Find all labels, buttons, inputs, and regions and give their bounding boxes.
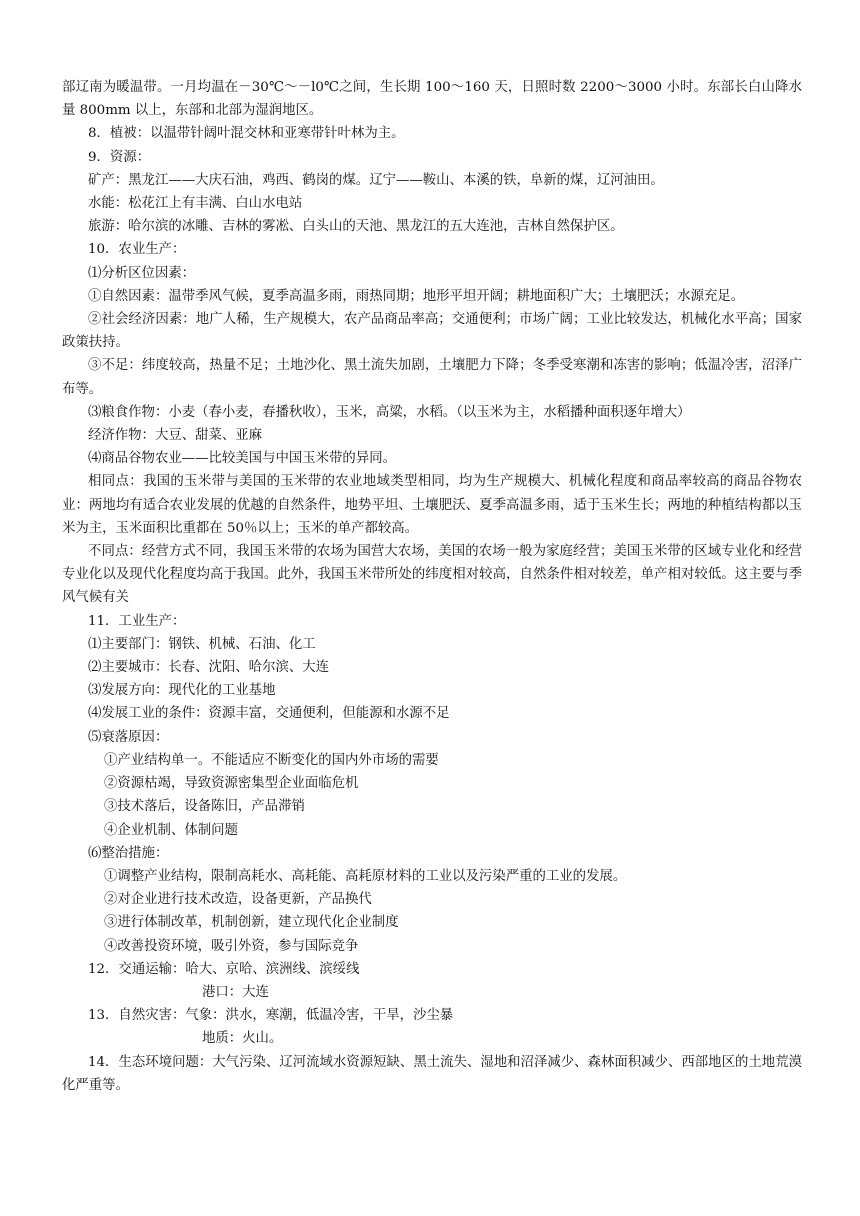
list-item-direction: ⑶发展方向：现代化的工业基地 xyxy=(88,683,276,699)
list-item-decline-3: ③技术落后，设备陈旧，产品滞销 xyxy=(104,799,305,815)
paragraph-socioeconomic-factors: ②社会经济因素：地广人稀，生产规模大，农产品商品率高；交通便利；市场广阔；工业比较发达，机械化水平高；国家政策扶持。 xyxy=(62,312,802,351)
heading-resources: 9．资源： xyxy=(88,149,151,165)
paragraph-cash-crops: 经济作物：大豆、甜菜、亚麻 xyxy=(88,428,263,444)
list-item-decline-4: ④企业机制、体制问题 xyxy=(104,822,238,838)
paragraph-grain-crops: ⑶粮食作物：小麦（春小麦，春播秋收），玉米，高粱，水稻。（以玉米为主，水稻播种面积逐年增大） xyxy=(88,404,691,420)
list-item-main-sectors: ⑴主要部门：钢铁、机械、石油、化工 xyxy=(88,636,316,652)
paragraph-geological: 地质：火山。 xyxy=(202,1031,283,1047)
list-item-conditions: ⑷发展工业的条件：资源丰富，交通便利，但能源和水源不足 xyxy=(88,706,450,722)
paragraph-similarities: 相同点：我国的玉米带与美国的玉米带的农业地域类型相同，均为生产规模大、机械化程度和商品率较高的商品谷物农业：两地均有适合农业发展的优越的自然条件，地势平坦、土壤肥沃、夏季高温多雨，适于玉米生长；两地的种植结构都以玉米为主，玉米面积比重都在 50％以上；玉米的单产都较高。 xyxy=(62,474,802,536)
paragraph-shortcomings: ③不足：纬度较高，热量不足；土地沙化、黑土流失加剧，土壤肥力下降；冬季受寒潮和冻害的影响；低温冷害，沼泽广布等。 xyxy=(62,358,802,397)
paragraph-natural-factors: ①自然因素：温带季风气候，夏季高温多雨，雨热同期；地形平坦开阔；耕地面积广大；土壤肥沃；水源充足。 xyxy=(88,288,745,304)
heading-industry: 11．工业生产： xyxy=(88,613,186,629)
paragraph-port: 港口：大连 xyxy=(202,984,269,1000)
paragraph-climate-continued: 部辽南为暖温带。一月均温在－30℃～－l0℃之间，生长期 100～160 天，日照时数 2200～3000 小时。东部长白山降水量 800mm 以上，东部和北部为湿润地区。 xyxy=(62,80,802,119)
subheading-location-factors: ⑴分析区位因素： xyxy=(88,265,196,281)
list-item-remediation-4: ④改善投资环境，吸引外资，参与国际竞争 xyxy=(104,938,359,954)
list-item-remediation-2: ②对企业进行技术改造，设备更新，产品换代 xyxy=(104,892,372,908)
paragraph-minerals: 矿产：黑龙江——大庆石油，鸡西、鹤岗的煤。辽宁——鞍山、本溪的铁，阜新的煤，辽河油田。 xyxy=(88,172,664,188)
list-item-main-cities: ⑵主要城市：长春、沈阳、哈尔滨、大连 xyxy=(88,660,330,676)
paragraph-transport: 12．交通运输：哈大、京哈、滨洲线、滨绥线 xyxy=(88,961,360,977)
list-item-remediation: ⑹整治措施： xyxy=(88,845,169,861)
list-item-remediation-1: ①调整产业结构，限制高耗水、高耗能、高耗原材料的工业以及污染严重的工业的发展。 xyxy=(104,868,627,884)
paragraph-environment: 14．生态环境问题：大气污染、辽河流域水资源短缺、黑土流失、湿地和沼泽减少、森林面积减少、西部地区的土地荒漠化严重等。 xyxy=(62,1054,802,1093)
document-body xyxy=(62,76,802,1097)
paragraph-commercial-grain: ⑷商品谷物农业——比较美国与中国玉米带的异同。 xyxy=(88,451,396,467)
list-item-remediation-3: ③进行体制改革，机制创新，建立现代化企业制度 xyxy=(104,915,399,931)
list-item-decline-causes: ⑸衰落原因： xyxy=(88,729,169,745)
paragraph-differences: 不同点：经营方式不同，我国玉米带的农场为国营大农场，美国的农场一般为家庭经营；美国玉米带的区域专业化和经营专业化以及现代化程度均高于我国。此外，我国玉米带所处的纬度相对较高，自然条件相对较差，单产相对较低。这主要与季风气候有关 xyxy=(62,544,802,606)
paragraph-disasters: 13．自然灾害：气象：洪水，寒潮，低温冷害，干旱，沙尘暴 xyxy=(88,1008,454,1024)
list-item-decline-2: ②资源枯竭，导致资源密集型企业面临危机 xyxy=(104,776,359,792)
heading-agriculture: 10．农业生产： xyxy=(88,242,186,258)
paragraph-vegetation: 8．植被：以温带针阔叶混交林和亚寒带针叶林为主。 xyxy=(88,126,405,142)
paragraph-tourism: 旅游：哈尔滨的冰雕、吉林的雾凇、白头山的天池、黑龙江的五大连池，吉林自然保护区。 xyxy=(88,219,624,235)
paragraph-hydropower: 水能：松花江上有丰满、白山水电站 xyxy=(88,196,303,212)
list-item-decline-1: ①产业结构单一。不能适应不断变化的国内外市场的需要 xyxy=(104,752,439,768)
